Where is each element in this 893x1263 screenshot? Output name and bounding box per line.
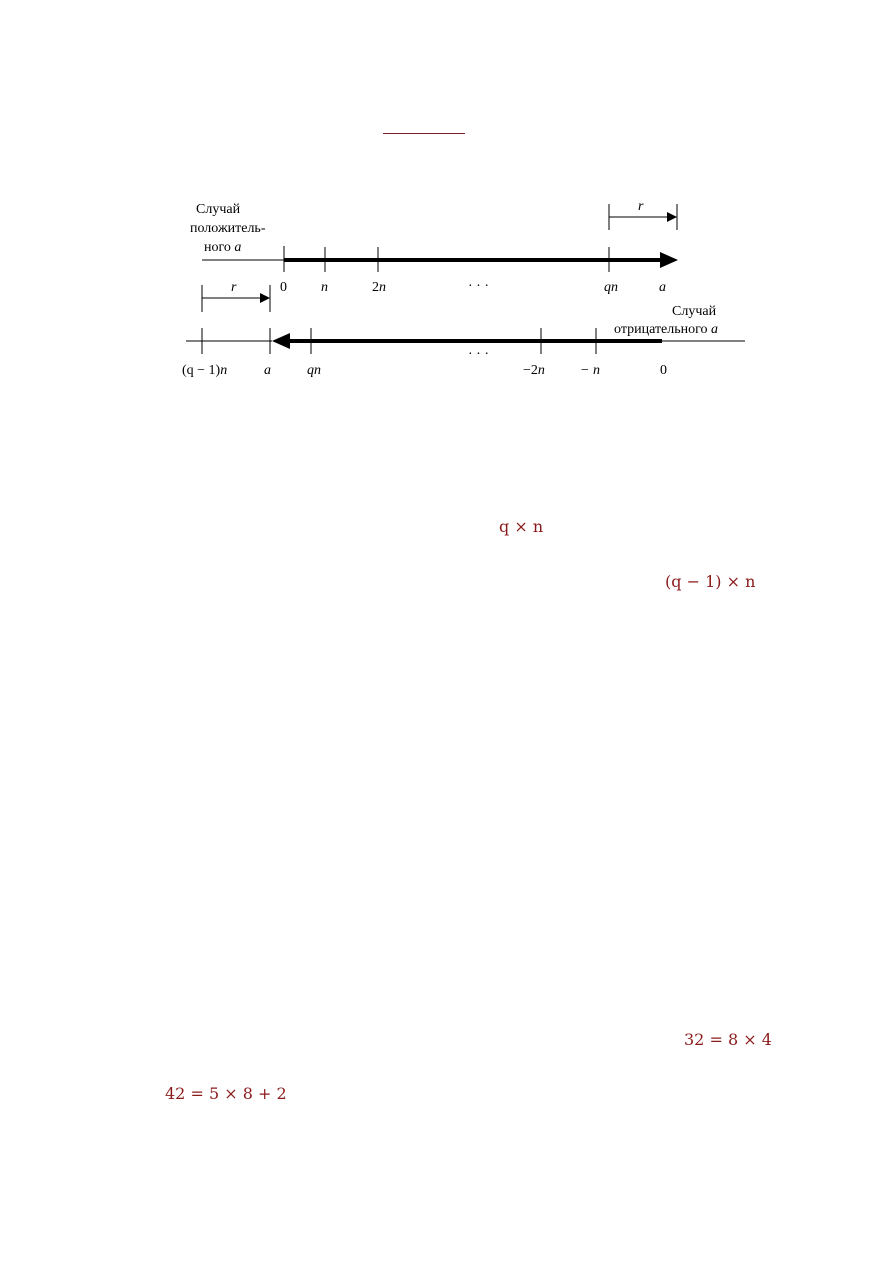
positive-case-label-line2: положитель- xyxy=(190,221,266,236)
top-ellipsis: · · · xyxy=(468,279,489,294)
bottom-ellipsis: · · · xyxy=(468,347,489,362)
tick-label-n: n xyxy=(321,280,328,295)
r-label-top: r xyxy=(638,199,644,214)
tick-label-qn-bottom: qn xyxy=(307,363,321,378)
tick-label-a: a xyxy=(659,280,666,295)
r-label-bottom: r xyxy=(231,280,237,295)
tick-label-a-bottom: a xyxy=(264,363,271,378)
formula-42: 42 = 5 × 8 + 2 xyxy=(165,1084,287,1103)
number-line-figure xyxy=(0,0,893,420)
tick-label-q-1-n: (q − 1)n xyxy=(182,363,228,378)
bottom-arrow-head-icon xyxy=(272,333,290,349)
tick-label-0: 0 xyxy=(280,280,287,295)
tick-label-0-bottom: 0 xyxy=(660,363,667,378)
formula-q-times-n: q × n xyxy=(499,517,544,536)
tick-label-minus-n: − n xyxy=(580,363,600,378)
tick-label-2n: 2n xyxy=(372,280,386,295)
positive-case-label-line3: ного a xyxy=(204,240,242,255)
negative-case-label-line1: Случай xyxy=(672,304,717,319)
negative-case-label-line2: отрицательного a xyxy=(614,322,719,337)
formula-32: 32 = 8 × 4 xyxy=(684,1030,772,1049)
tick-label-minus-2n: −2n xyxy=(523,363,545,378)
formula-q-minus-1-times-n: (q − 1) × n xyxy=(665,572,756,591)
positive-case-label-line1: Случай xyxy=(196,202,241,217)
top-arrow-head-icon xyxy=(660,252,678,268)
tick-label-qn: qn xyxy=(604,280,618,295)
